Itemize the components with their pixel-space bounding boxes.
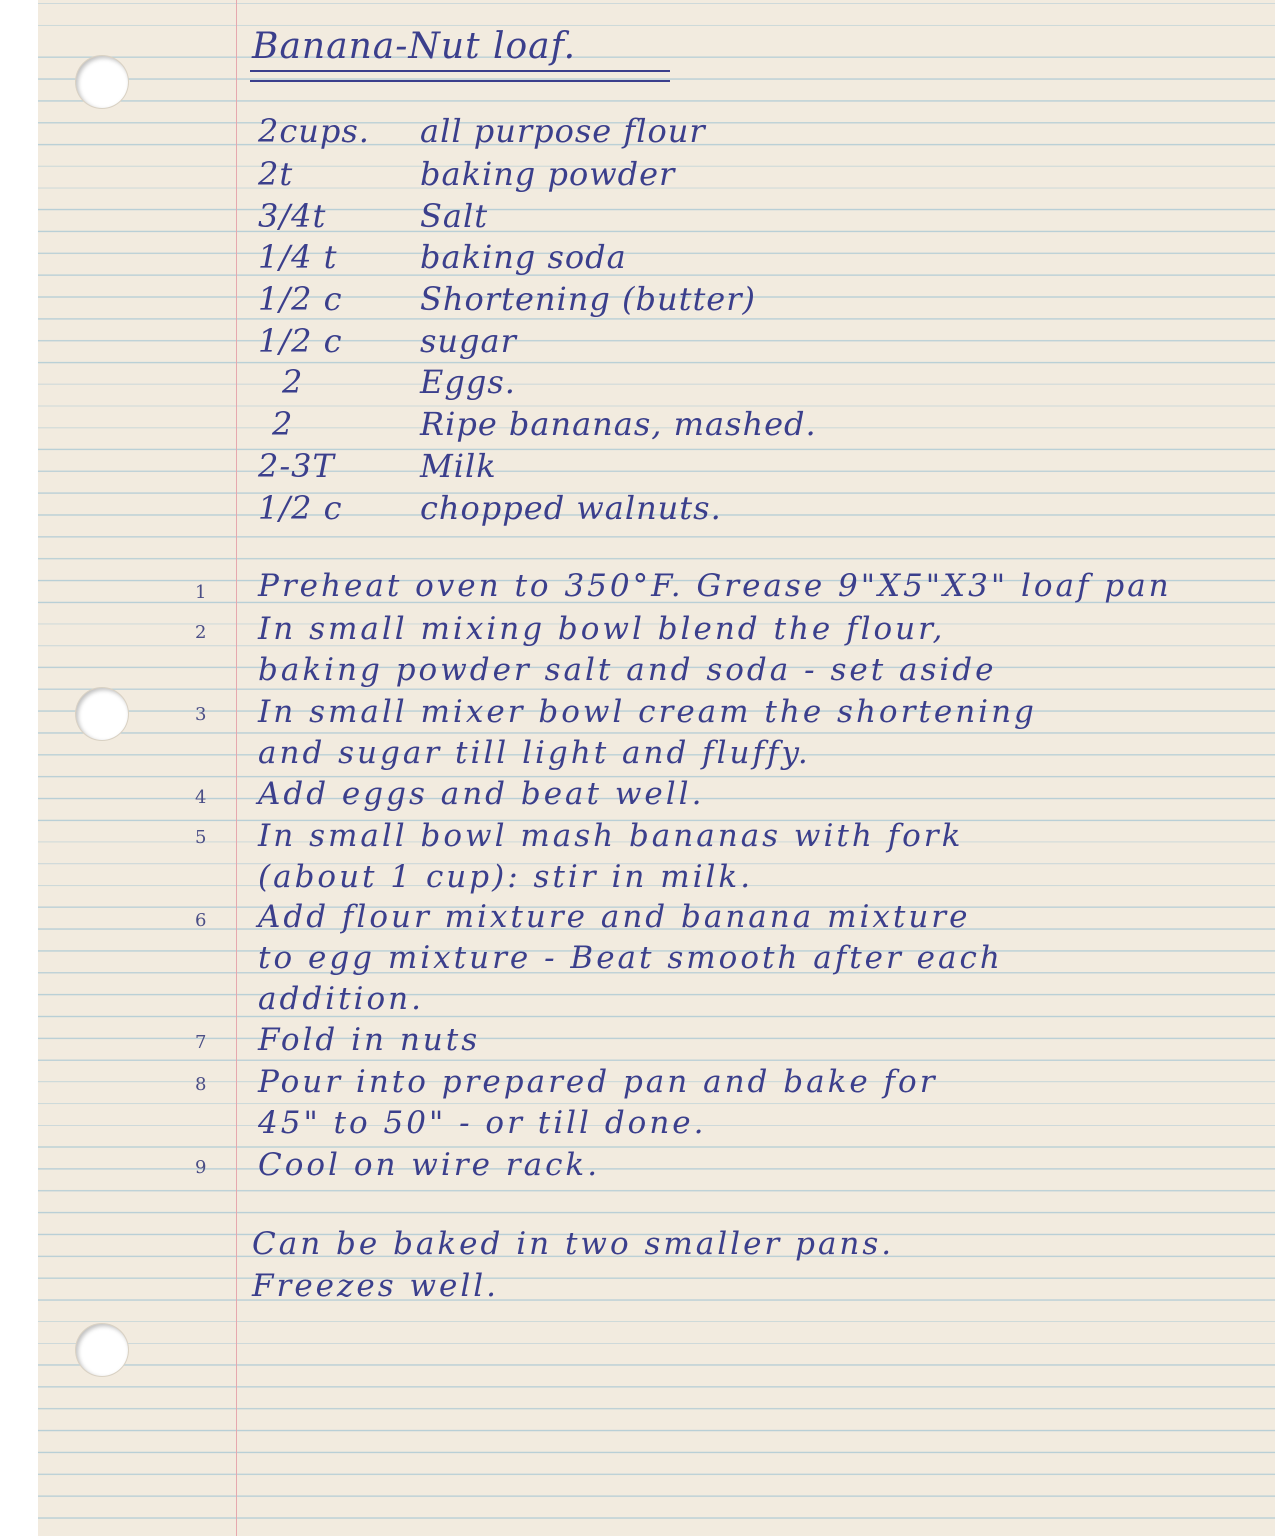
binder-hole-bottom: [76, 1324, 128, 1376]
ingredient-name: chopped walnuts.: [420, 489, 722, 527]
step-number: 3: [195, 704, 208, 725]
step-text: (about 1 cup): stir in milk.: [258, 859, 754, 895]
ingredient-qty: 2: [272, 405, 294, 443]
step-number: 6: [195, 910, 208, 931]
ingredient-name: Eggs.: [420, 363, 516, 401]
note-line: Freezes well.: [252, 1268, 500, 1304]
ingredient-qty: 2-3T: [258, 447, 335, 485]
step-number: 2: [195, 622, 208, 643]
step-text: baking powder salt and soda - set aside: [258, 652, 997, 688]
ingredient-name: baking powder: [420, 155, 676, 193]
ingredient-qty: 1/4 t: [258, 238, 338, 276]
step-text: to egg mixture - Beat smooth after each: [258, 940, 1003, 976]
step-text: and sugar till light and fluffy.: [258, 735, 811, 771]
note-line: Can be baked in two smaller pans.: [252, 1226, 895, 1262]
ingredient-name: Salt: [420, 197, 489, 235]
ingredient-qty: 1/2 c: [258, 489, 343, 527]
step-text: In small mixing bowl blend the flour,: [258, 611, 946, 647]
step-text: Preheat oven to 350°F. Grease 9"X5"X3" loaf pan: [258, 568, 1172, 604]
ingredient-name: Shortening (butter): [420, 280, 757, 318]
step-text: 45" to 50" - or till done.: [258, 1105, 707, 1141]
step-number: 9: [195, 1157, 208, 1178]
binder-hole-top: [76, 56, 128, 108]
ingredient-name: Ripe bananas, mashed.: [420, 405, 817, 443]
scanner-edge: [0, 0, 38, 1536]
step-number: 4: [195, 787, 208, 808]
ingredient-qty: 2: [282, 363, 304, 401]
ingredient-name: baking soda: [420, 238, 627, 276]
step-text: addition.: [258, 981, 424, 1017]
step-text: Fold in nuts: [258, 1022, 481, 1058]
ingredient-name: sugar: [420, 322, 517, 360]
ingredient-name: Milk: [420, 447, 497, 485]
title-underline: [250, 70, 670, 82]
binder-hole-middle: [76, 688, 128, 740]
ingredient-qty: 2cups.: [258, 112, 370, 150]
ingredient-qty: 1/2 c: [258, 280, 343, 318]
step-text: In small bowl mash bananas with fork: [258, 818, 964, 854]
step-text: Add flour mixture and banana mixture: [258, 899, 971, 935]
step-text: In small mixer bowl cream the shortening: [258, 694, 1037, 730]
step-number: 8: [195, 1074, 208, 1095]
step-number: 1: [195, 582, 208, 603]
step-number: 5: [195, 827, 208, 848]
step-text: Add eggs and beat well.: [258, 776, 705, 812]
step-text: Cool on wire rack.: [258, 1147, 601, 1183]
ingredient-qty: 3/4t: [258, 197, 327, 235]
step-number: 7: [195, 1032, 208, 1053]
margin-line: [236, 0, 237, 1536]
ingredient-qty: 2t: [258, 155, 294, 193]
step-text: Pour into prepared pan and bake for: [258, 1064, 938, 1100]
ingredient-name: all purpose flour: [420, 112, 706, 150]
ingredient-qty: 1/2 c: [258, 322, 343, 360]
recipe-title: Banana-Nut loaf.: [252, 26, 577, 67]
